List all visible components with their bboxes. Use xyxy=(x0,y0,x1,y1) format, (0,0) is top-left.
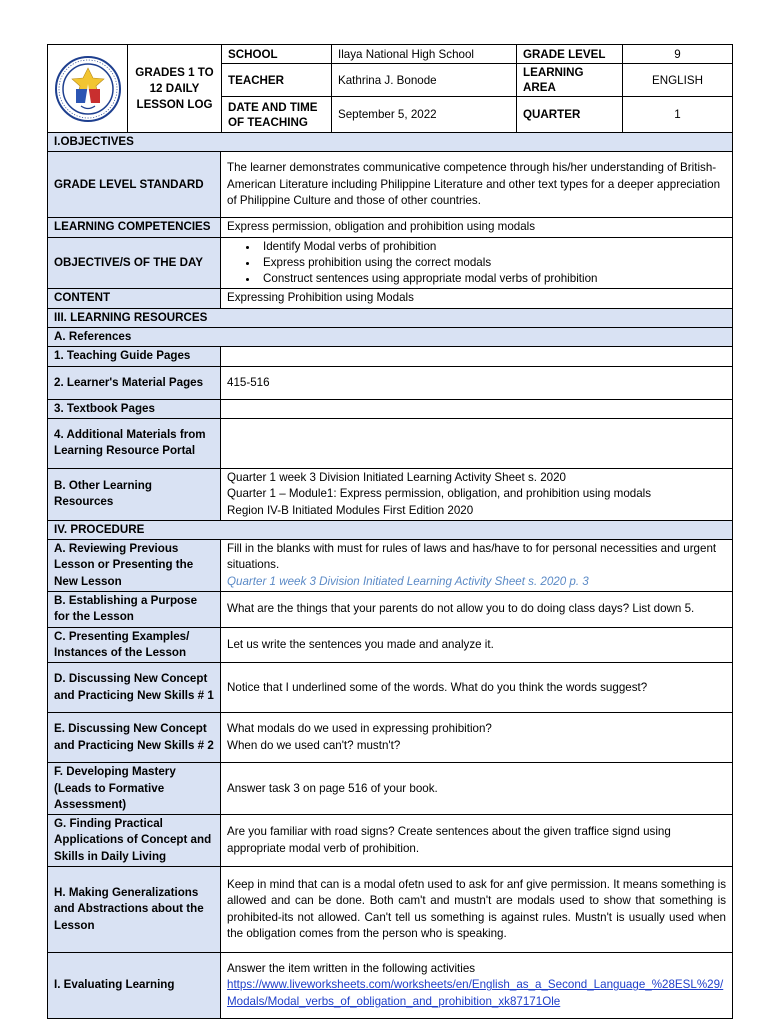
area-value: ENGLISH xyxy=(623,64,733,97)
grade-label: GRADE LEVEL xyxy=(517,45,623,64)
step-a-text: Fill in the blanks with must for rules of laws and has/have to for personal necessities and urgent situations. xyxy=(227,542,717,572)
worksheet-link[interactable]: https://www.liveworksheets.com/worksheets/en/English_as_a_Second_Language_%28ESL%29/Modals/Modal_verbs_of_obligation_and_prohibition_xk87171Ole xyxy=(227,978,724,1008)
lm-value: 415-516 xyxy=(221,366,733,399)
header-table xyxy=(47,44,733,133)
step-b-label: B. Establishing a Purpose for the Lesson xyxy=(48,592,221,628)
tg-label: 1. Teaching Guide Pages xyxy=(48,347,221,366)
content-label: CONTENT xyxy=(48,289,221,308)
day-objectives xyxy=(221,237,733,289)
step-d-label: D. Discussing New Concept and Practicing New Skills # 1 xyxy=(48,663,221,713)
step-c-text: Let us write the sentences you made and analyze it. xyxy=(221,627,733,663)
standard-text: The learner demonstrates communicative competence through his/her understanding of British-American Literature including Philippine Literature and other text types for a deeper appreciation of Philippine Culture and those of other countries. xyxy=(221,152,733,218)
school-label: SCHOOL xyxy=(222,45,332,64)
step-h-label: H. Making Generalizations and Abstractions about the Lesson xyxy=(48,867,221,953)
seal-icon xyxy=(55,56,121,122)
deped-seal xyxy=(48,45,128,133)
teacher-value: Kathrina J. Bonode xyxy=(332,64,517,97)
step-d-text: Notice that I underlined some of the words. What do you think the words suggest? xyxy=(221,663,733,713)
lm-label: 2. Learner's Material Pages xyxy=(48,366,221,399)
date-label: DATE AND TIME OF TEACHING xyxy=(222,97,332,133)
tg-value xyxy=(221,347,733,366)
other-resources-label: B. Other Learning Resources xyxy=(48,468,221,520)
quarter-label: QUARTER xyxy=(517,97,623,133)
step-i-label: I. Evaluating Learning xyxy=(48,953,221,1019)
log-title: GRADES 1 TO 12 DAILY LESSON LOG xyxy=(128,45,222,133)
step-a xyxy=(221,540,733,592)
step-a-label: A. Reviewing Previous Lesson or Presenting the New Lesson xyxy=(48,540,221,592)
objectives-section: I.OBJECTIVES xyxy=(48,133,733,152)
competencies-label: LEARNING COMPETENCIES xyxy=(48,218,221,237)
other-resources xyxy=(221,468,733,520)
references-label: A. References xyxy=(48,328,733,347)
step-b-text: What are the things that your parents do not allow you to do doing class days? List down 5. xyxy=(221,592,733,628)
competencies-text: Express permission, obligation and prohibition using modals xyxy=(221,218,733,237)
step-i-text: Answer the item written in the following activities xyxy=(227,962,476,976)
step-e-line: When do we used can't? mustn't? xyxy=(227,738,401,752)
other-resource-line: Quarter 1 – Module1: Express permission, obligation, and prohibition using modals xyxy=(227,487,652,501)
step-g-text: Are you familiar with road signs? Create sentences about the given traffice signd using appropriate modal verb of prohibition. xyxy=(221,815,733,867)
teacher-label: TEACHER xyxy=(222,64,332,97)
content-text: Expressing Prohibition using Modals xyxy=(221,289,733,308)
step-e-line: What modals do we used in expressing prohibition? xyxy=(227,722,492,736)
step-g-label: G. Finding Practical Applications of Concept and Skills in Daily Living xyxy=(48,815,221,867)
step-f-label: F. Developing Mastery (Leads to Formative Assessment) xyxy=(48,763,221,815)
objective-item: • Construct sentences using appropriate modal verbs of prohibition xyxy=(259,271,726,287)
quarter-value: 1 xyxy=(623,97,733,133)
resources-section: III. LEARNING RESOURCES xyxy=(48,308,733,327)
additional-value xyxy=(221,418,733,468)
step-a-reference: Quarter 1 week 3 Division Initiated Learning Activity Sheet s. 2020 p. 3 xyxy=(227,574,589,588)
procedure-section: IV. PROCEDURE xyxy=(48,520,733,539)
lesson-log-sheet xyxy=(47,44,732,1019)
tb-value xyxy=(221,399,733,418)
step-f-text: Answer task 3 on page 516 of your book. xyxy=(221,763,733,815)
standard-label: GRADE LEVEL STANDARD xyxy=(48,152,221,218)
step-e-label: E. Discussing New Concept and Practicing New Skills # 2 xyxy=(48,713,221,763)
additional-label: 4. Additional Materials from Learning Resource Portal xyxy=(48,418,221,468)
step-e xyxy=(221,713,733,763)
area-label: LEARNING AREA xyxy=(517,64,623,97)
body-table xyxy=(47,132,733,1019)
objective-item: • Express prohibition using the correct modals xyxy=(259,255,726,271)
step-h-text: Keep in mind that can is a modal ofetn used to ask for anf give permission. It means something is allowed and can be done. Both cam't and mustn't are modals used to show that something is prohibited-its not allowed. Can't tell us something is against rules. Mustn't is usually used when the obligation comes from the person who is speaking. xyxy=(221,867,733,953)
step-i xyxy=(221,953,733,1019)
tb-label: 3. Textbook Pages xyxy=(48,399,221,418)
objective-item: • Identify Modal verbs of prohibition xyxy=(259,239,726,255)
grade-value: 9 xyxy=(623,45,733,64)
step-c-label: C. Presenting Examples/ Instances of the Lesson xyxy=(48,627,221,663)
day-objectives-label: OBJECTIVE/S OF THE DAY xyxy=(48,237,221,289)
other-resource-line: Region IV-B Initiated Modules First Edition 2020 xyxy=(227,503,474,517)
other-resource-line: Quarter 1 week 3 Division Initiated Learning Activity Sheet s. 2020 xyxy=(227,470,566,484)
date-value: September 5, 2022 xyxy=(332,97,517,133)
school-value: Ilaya National High School xyxy=(332,45,517,64)
